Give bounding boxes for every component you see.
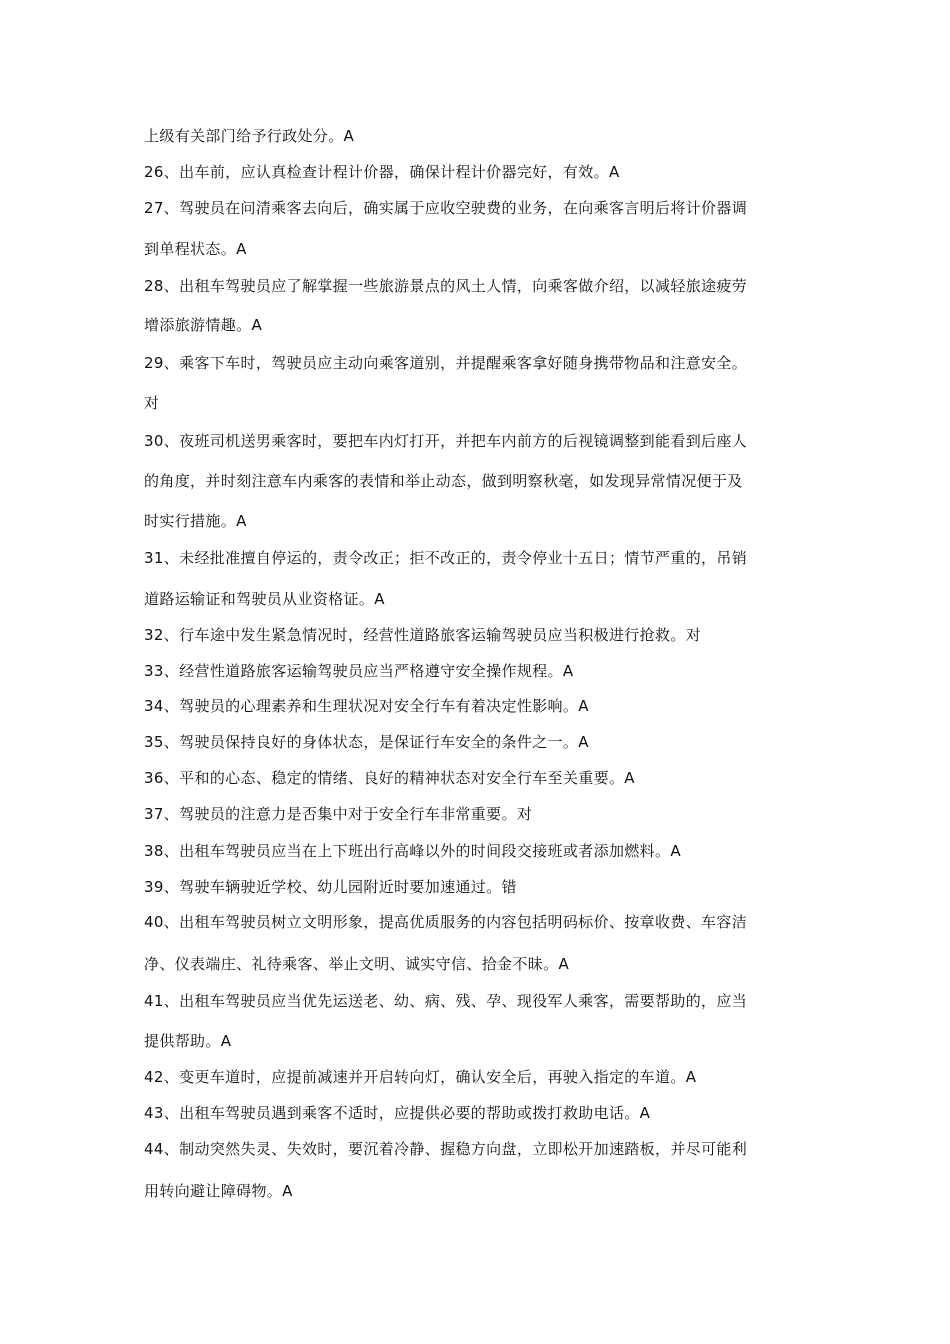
text-line: 44、制动突然失灵、失效时，要沉着冷静、握稳方向盘，立即松开加速踏板，并尽可能利: [144, 1140, 748, 1158]
text-line: 的角度，并时刻注意车内乘客的表情和举止动态，做到明察秋毫，如发现异常情况便于及: [144, 472, 743, 490]
text-line: 41、出租车驾驶员应当优先运送老、幼、病、残、孕、现役军人乘客，需要帮助的，应当: [144, 992, 748, 1010]
text-line: 31、未经批准擅自停运的，责令改正；拒不改正的，责令停业十五日；情节严重的，吊销: [144, 549, 748, 567]
text-line: 34、驾驶员的心理素养和生理状况对安全行车有着决定性影响。A: [144, 697, 589, 715]
text-line: 32、行车途中发生紧急情况时，经营性道路旅客运输驾驶员应当积极进行抢救。对: [144, 626, 702, 644]
text-line: 30、夜班司机送男乘客时，要把车内灯打开，并把车内前方的后视镜调整到能看到后座人: [144, 432, 748, 450]
text-line: 时实行措施。A: [144, 512, 247, 530]
text-line: 38、出租车驾驶员应当在上下班出行高峰以外的时间段交接班或者添加燃料。A: [144, 842, 681, 860]
text-line: 43、出租车驾驶员遇到乘客不适时，应提供必要的帮助或拨打救助电话。A: [144, 1104, 651, 1122]
text-line: 提供帮助。A: [144, 1032, 232, 1050]
text-line: 28、出租车驾驶员应了解掌握一些旅游景点的风土人情，向乘客做介绍，以减轻旅途疲劳: [144, 277, 748, 295]
text-line: 增添旅游情趣。A: [144, 316, 263, 334]
text-line: 39、驾驶车辆驶近学校、幼儿园附近时要加速通过。错: [144, 878, 517, 896]
text-line: 到单程状态。A: [144, 240, 247, 258]
text-line: 42、变更车道时，应提前减速并开启转向灯，确认安全后，再驶入指定的车道。A: [144, 1068, 697, 1086]
text-line: 29、乘客下车时，驾驶员应主动向乘客道别，并提醒乘客拿好随身携带物品和注意安全。: [144, 354, 748, 372]
text-line: 道路运输证和驾驶员从业资格证。A: [144, 590, 385, 608]
text-line: 33、经营性道路旅客运输驾驶员应当严格遵守安全操作规程。A: [144, 662, 574, 680]
text-line: 对: [144, 394, 160, 412]
text-line: 26、出车前，应认真检查计程计价器，确保计程计价器完好，有效。A: [144, 163, 620, 181]
text-line: 37、驾驶员的注意力是否集中对于安全行车非常重要。对: [144, 805, 533, 823]
text-line: 36、平和的心态、稳定的情绪、良好的精神状态对安全行车至关重要。A: [144, 769, 635, 787]
text-line: 35、驾驶员保持良好的身体状态，是保证行车安全的条件之一。A: [144, 733, 589, 751]
text-line: 用转向避让障碍物。A: [144, 1182, 293, 1200]
text-line: 27、驾驶员在问清乘客去向后，确实属于应收空驶费的业务，在向乘客言明后将计价器调: [144, 199, 748, 217]
text-line: 40、出租车驾驶员树立文明形象，提高优质服务的内容包括明码标价、按章收费、车容洁: [144, 913, 748, 931]
text-line: 上级有关部门给予行政处分。A: [144, 127, 355, 145]
text-line: 净、仪表端庄、礼待乘客、举止文明、诚实守信、拾金不昧。A: [144, 955, 570, 973]
